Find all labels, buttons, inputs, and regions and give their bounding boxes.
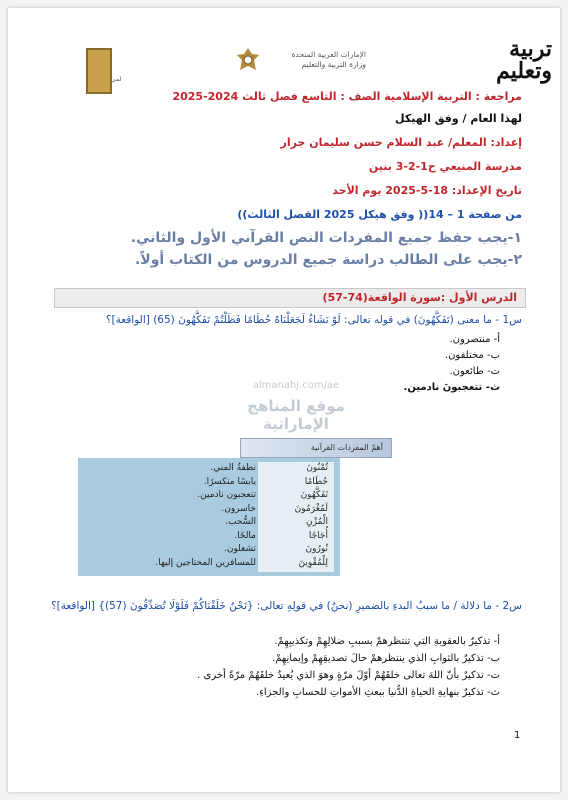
vocab-word: تُمْنُونَ — [306, 463, 328, 473]
vocab-word: لَمُغْرَمُونَ — [294, 503, 328, 514]
q1-option-d: ث- تتعجبونَ نادمين. — [403, 382, 500, 393]
logo-caption: لمي — [111, 76, 122, 83]
document-page — [8, 8, 560, 792]
vocab-word: أُجَاجًا — [308, 530, 328, 541]
vocab-meanings — [84, 462, 256, 570]
ministry-name — [270, 50, 366, 70]
watermark — [236, 380, 356, 433]
uae-name: الإمارات العربية المتحدة — [291, 50, 366, 59]
vocab-meaning: للمسافرين المحتاجين إليها. — [155, 557, 256, 568]
vocab-meaning: مالحًا. — [234, 530, 256, 541]
question-2: س2 - ما دلالة / ما سببُ البدءِ بالضميرِ (نحنُ) في قولِهِ تعالى: {نَحْنُ خَلَقْنَاكُمْ فَلَوْلَا تُصَدِّقُونَ (57)} [الواقعة]؟ — [51, 600, 522, 612]
vocab-word: الْمُزْنِ — [305, 517, 328, 527]
vocab-table — [78, 458, 340, 576]
lesson-title: الدرس الأول :سورة الواقعة(74-57) — [322, 291, 517, 304]
vocab-meaning: خاسرون. — [221, 503, 256, 514]
vocab-word: تَفَكَّهُونَ — [300, 490, 328, 500]
vocab-meaning: نطفةُ المني. — [210, 463, 256, 473]
vocab-meaning: تتعجبون نادمين. — [197, 490, 256, 500]
note-2: ٢-يجب على الطالب دراسة جميع الدروس من الكتاب أولاً. — [134, 252, 522, 268]
brand-logo — [496, 38, 552, 82]
vocab-word: حُطَامًا — [304, 476, 328, 487]
q1-option-b: ب- مختلفون. — [444, 350, 500, 361]
note-1: ١-يجب حفظ جميع المفردات النص القرآني الأول والثاني. — [130, 230, 522, 246]
page-number: 1 — [514, 730, 521, 741]
q2-option-a: أ- تذكيرٌ بالعقوبةِ التي تنتظرهمْ بسببِ ضلالِهِمْ وتكذيبِهِمْ. — [274, 636, 500, 647]
author-line: إعداد: المعلم/ عبد السلام حسن سليمان جرار — [280, 136, 522, 149]
q2-option-b: ب- تذكيرٌ بالثوابِ الذي ينتظرهمْ حالَ تصديقِهِمْ وإيمانِهِمْ. — [272, 653, 500, 664]
question-1: س1 - ما معنى (تَفَكَّهُونَ) في قوله تعالى: لَوْ نَشَاءُ لَجَعَلْنَاهُ حُطَامًا فَظَلْتُمْ تَفَكَّهُونَ (65) [الواقعة]؟ — [105, 314, 522, 326]
brand-line-2: وتعليم — [496, 58, 552, 84]
lesson-title-box — [54, 288, 526, 308]
vocab-banner — [240, 438, 392, 458]
vocab-word: لِلْمُقْوِينَ — [298, 557, 328, 568]
watermark-name: موقع المناهج الإماراتية — [247, 397, 345, 433]
vocab-banner-text: أهمّ المفردات القرآنية — [310, 443, 383, 452]
vocab-words — [258, 462, 334, 572]
ministry-line: وزارة التربية والتعليم — [301, 60, 366, 69]
watermark-site: almanahj.com/ae — [252, 380, 340, 391]
pages-line: من صفحة 1 – 14(( وفق هيكل 2025 الفصل الثالث)) — [237, 208, 522, 221]
q2-option-c: ت- تذكيرٌ بأنّ اللهَ تعالى خلقَهُمْ أوّلَ مرّةٍ وهوَ الذي يُعيدُ خلقَهُمْ مرّةً أخرى . — [197, 670, 500, 681]
school-line: مدرسة المنيعي ح1-2-3 بنين — [368, 160, 522, 173]
vocab-meaning: يابسًا متكسرًا. — [203, 476, 256, 487]
vocab-meaning: السُّحب. — [225, 517, 256, 527]
brand-line-1: تربية — [509, 36, 552, 62]
uae-emblem-icon — [235, 46, 261, 74]
q1-option-a: أ- منتصرون. — [449, 334, 500, 345]
q1-option-c: ت- طائعون. — [449, 366, 500, 377]
ministry-sub-logo — [86, 48, 112, 94]
vocab-meaning: تشعلون. — [224, 544, 256, 554]
review-title: مراجعة : التربية الإسلامية الصف : التاسع فصل ثالث 2024-2025 — [172, 90, 522, 103]
scope-line: لهذا العام / وفق الهيكل — [395, 112, 522, 125]
q2-option-d: ث- تذكيرٌ بنهايةِ الحياةِ الدُّنيا ببعثِ الأمواتِ للحسابِ والجزاءِ. — [255, 687, 500, 698]
date-line: تاريخ الإعداد: 18-5-2025 يوم الأحد — [332, 184, 522, 197]
vocab-word: تُورُونَ — [305, 544, 328, 554]
